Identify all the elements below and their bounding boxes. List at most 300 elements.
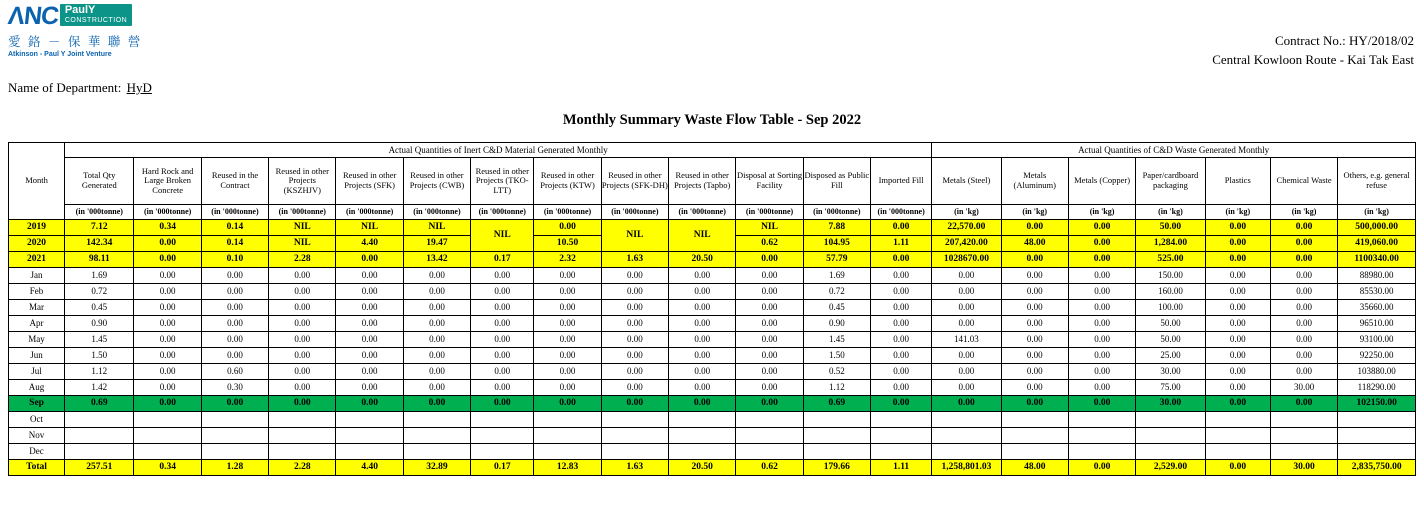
column-unit-12: (in '000tonne): [803, 205, 870, 220]
table-cell: 0.00: [534, 220, 601, 236]
table-cell: 0.45: [65, 300, 134, 316]
column-header-10: Reused in other Projects (Tapbo): [669, 158, 736, 205]
table-cell: 0.00: [403, 268, 470, 284]
table-cell: 0.00: [336, 396, 403, 412]
table-cell: [1270, 428, 1337, 444]
table-cell: 0.62: [736, 460, 803, 476]
pauly-logo-subtext: CONSTRUCTION: [64, 16, 128, 24]
row-label: Aug: [9, 380, 65, 396]
table-row: [9, 284, 1416, 300]
table-cell: 0.00: [669, 348, 736, 364]
table-cell: 20.50: [669, 252, 736, 268]
table-cell: 0.00: [871, 396, 932, 412]
table-cell: 0.00: [669, 300, 736, 316]
table-cell: [534, 428, 601, 444]
table-cell: 0.00: [1205, 300, 1270, 316]
table-cell: 0.00: [336, 268, 403, 284]
table-cell: 0.00: [932, 348, 1001, 364]
table-cell: 0.00: [134, 252, 201, 268]
table-cell: 0.00: [601, 348, 668, 364]
table-cell: 0.00: [1001, 332, 1068, 348]
table-cell: [1205, 428, 1270, 444]
column-unit-1: (in '000tonne): [65, 205, 134, 220]
table-cell: 0.00: [1001, 396, 1068, 412]
table-cell: 0.00: [1205, 220, 1270, 236]
table-cell: 1.45: [803, 332, 870, 348]
table-cell: 1.69: [803, 268, 870, 284]
column-header-5: Reused in other Projects (SFK): [336, 158, 403, 205]
table-cell: 0.00: [1068, 316, 1135, 332]
table-cell: 525.00: [1136, 252, 1205, 268]
table-cell: 0.00: [403, 316, 470, 332]
table-cell: 10.50: [534, 236, 601, 252]
table-cell: [1068, 428, 1135, 444]
table-cell: 35660.00: [1338, 300, 1416, 316]
table-cell: 0.00: [403, 284, 470, 300]
table-cell: 0.52: [803, 364, 870, 380]
column-header-13: Imported Fill: [871, 158, 932, 205]
table-cell: [1001, 444, 1068, 460]
table-cell: 0.00: [871, 284, 932, 300]
table-cell: 25.00: [1136, 348, 1205, 364]
table-cell: 1.11: [871, 236, 932, 252]
table-row: [9, 396, 1416, 412]
column-header-8: Reused in other Projects (KTW): [534, 158, 601, 205]
table-cell: 0.90: [803, 316, 870, 332]
column-unit-row: [9, 205, 1416, 220]
table-cell: 0.00: [1270, 332, 1337, 348]
table-cell: [134, 444, 201, 460]
table-cell: 30.00: [1270, 460, 1337, 476]
contract-number: Contract No.: HY/2018/02: [1274, 33, 1414, 48]
pauly-logo-text: PaulY: [64, 4, 96, 16]
row-label: May: [9, 332, 65, 348]
table-cell: 2.28: [269, 460, 336, 476]
table-cell: 0.30: [201, 380, 268, 396]
table-body: [9, 220, 1416, 476]
column-unit-9: (in '000tonne): [601, 205, 668, 220]
table-cell: 0.00: [932, 316, 1001, 332]
table-cell: 0.00: [669, 380, 736, 396]
table-cell: 4.40: [336, 236, 403, 252]
company-name-chinese: 愛 鉻 － 保 華 聯 營: [8, 35, 143, 49]
table-cell: NIL: [736, 220, 803, 236]
table-cell: 1.11: [871, 460, 932, 476]
table-cell: 1.45: [65, 332, 134, 348]
table-cell: 0.00: [871, 300, 932, 316]
table-cell: 30.00: [1270, 380, 1337, 396]
table-cell: 2.28: [269, 252, 336, 268]
table-cell: 0.00: [1001, 316, 1068, 332]
table-cell: 75.00: [1136, 380, 1205, 396]
table-cell: 0.00: [534, 348, 601, 364]
column-header-16: Metals (Copper): [1068, 158, 1135, 205]
table-cell: 0.00: [1001, 364, 1068, 380]
table-cell: [336, 428, 403, 444]
table-cell: 0.00: [403, 396, 470, 412]
table-cell: 4.40: [336, 460, 403, 476]
table-cell: 0.00: [1001, 220, 1068, 236]
table-cell: [736, 444, 803, 460]
table-cell: 0.00: [134, 300, 201, 316]
table-cell: [601, 444, 668, 460]
table-cell: 0.00: [534, 284, 601, 300]
table-cell: 0.00: [1068, 268, 1135, 284]
table-cell: 0.00: [471, 364, 534, 380]
table-cell: [534, 412, 601, 428]
column-unit-8: (in '000tonne): [534, 205, 601, 220]
table-cell: 0.00: [534, 316, 601, 332]
table-cell: [932, 444, 1001, 460]
table-cell: [871, 428, 932, 444]
waste-flow-table: [8, 142, 1416, 476]
table-cell: 0.00: [669, 364, 736, 380]
column-header-4: Reused in other Projects (KSZHJV): [269, 158, 336, 205]
table-cell: 1,258,801.03: [932, 460, 1001, 476]
table-row: [9, 412, 1416, 428]
table-cell: 0.00: [269, 284, 336, 300]
table-cell: 0.00: [601, 300, 668, 316]
column-unit-5: (in '000tonne): [336, 205, 403, 220]
table-cell: 160.00: [1136, 284, 1205, 300]
table-cell: 0.00: [336, 284, 403, 300]
table-cell: 0.14: [201, 236, 268, 252]
table-cell: 0.00: [601, 268, 668, 284]
table-cell: [134, 428, 201, 444]
table-cell: 500,000.00: [1338, 220, 1416, 236]
row-label: Jul: [9, 364, 65, 380]
column-header-17: Paper/cardboard packaging: [1136, 158, 1205, 205]
table-cell: 103880.00: [1338, 364, 1416, 380]
column-unit-2: (in '000tonne): [134, 205, 201, 220]
table-cell: NIL: [269, 236, 336, 252]
table-cell: 0.00: [134, 316, 201, 332]
table-cell: 0.00: [534, 268, 601, 284]
row-label: Dec: [9, 444, 65, 460]
table-cell: 0.00: [134, 236, 201, 252]
column-unit-14: (in 'kg): [932, 205, 1001, 220]
table-cell: 0.69: [803, 396, 870, 412]
table-row: [9, 316, 1416, 332]
table-cell: 0.72: [803, 284, 870, 300]
group-header-cdwaste: Actual Quantities of C&D Waste Generated Monthly: [932, 143, 1416, 158]
column-header-7: Reused in other Projects (TKO-LTT): [471, 158, 534, 205]
table-cell: 419,060.00: [1338, 236, 1416, 252]
table-cell: 0.00: [736, 316, 803, 332]
column-header-1: Total Qty Generated: [65, 158, 134, 205]
table-row: [9, 300, 1416, 316]
table-cell: 0.90: [65, 316, 134, 332]
table-cell: 0.00: [471, 300, 534, 316]
table-cell: 0.00: [736, 300, 803, 316]
table-cell: 7.88: [803, 220, 870, 236]
table-cell: 0.00: [736, 364, 803, 380]
table-cell: 0.00: [1068, 332, 1135, 348]
table-cell: 0.00: [932, 300, 1001, 316]
table-cell: [736, 428, 803, 444]
table-cell: 0.00: [669, 316, 736, 332]
column-header-12: Disposed as Public Fill: [803, 158, 870, 205]
table-cell: [1338, 412, 1416, 428]
table-cell: [269, 428, 336, 444]
table-cell: NIL: [471, 220, 534, 252]
aic-logo-mark: ΛΝС: [6, 2, 60, 30]
row-label: Sep: [9, 396, 65, 412]
table-cell: [803, 444, 870, 460]
table-cell: 0.00: [403, 380, 470, 396]
table-cell: 0.00: [1068, 348, 1135, 364]
table-cell: 7.12: [65, 220, 134, 236]
table-cell: 30.00: [1136, 396, 1205, 412]
table-row: [9, 460, 1416, 476]
table-row: [9, 268, 1416, 284]
table-cell: [803, 412, 870, 428]
table-cell: 0.34: [134, 220, 201, 236]
table-cell: 0.00: [1205, 284, 1270, 300]
table-cell: 0.00: [471, 268, 534, 284]
column-header-2: Hard Rock and Large Broken Concrete: [134, 158, 201, 205]
column-unit-6: (in '000tonne): [403, 205, 470, 220]
table-row: [9, 332, 1416, 348]
table-cell: [1338, 428, 1416, 444]
table-cell: 0.00: [871, 332, 932, 348]
table-cell: 1.63: [601, 460, 668, 476]
table-cell: 98.11: [65, 252, 134, 268]
table-cell: 0.00: [932, 396, 1001, 412]
table-cell: [201, 428, 268, 444]
table-cell: 2,835,750.00: [1338, 460, 1416, 476]
table-cell: [1270, 444, 1337, 460]
table-row: [9, 252, 1416, 268]
table-cell: 0.00: [871, 220, 932, 236]
table-cell: 0.00: [1270, 348, 1337, 364]
table-cell: 0.00: [736, 284, 803, 300]
table-cell: 0.00: [1270, 252, 1337, 268]
table-cell: 0.00: [1205, 268, 1270, 284]
table-cell: 0.00: [134, 396, 201, 412]
table-cell: 0.00: [269, 396, 336, 412]
table-cell: 50.00: [1136, 220, 1205, 236]
table-cell: 0.00: [736, 252, 803, 268]
row-label: Oct: [9, 412, 65, 428]
table-cell: 92250.00: [1338, 348, 1416, 364]
table-cell: [669, 412, 736, 428]
table-cell: 0.00: [201, 284, 268, 300]
table-cell: 1.42: [65, 380, 134, 396]
column-header-18: Plastics: [1205, 158, 1270, 205]
table-cell: [1338, 444, 1416, 460]
column-unit-17: (in 'kg): [1136, 205, 1205, 220]
table-cell: 118290.00: [1338, 380, 1416, 396]
table-cell: 0.00: [1001, 252, 1068, 268]
table-cell: 0.00: [669, 332, 736, 348]
table-cell: 0.00: [269, 300, 336, 316]
table-cell: 1.12: [803, 380, 870, 396]
column-unit-3: (in '000tonne): [201, 205, 268, 220]
row-label: 2020: [9, 236, 65, 252]
table-cell: 0.00: [269, 268, 336, 284]
table-cell: 0.17: [471, 460, 534, 476]
table-cell: 20.50: [669, 460, 736, 476]
table-cell: 0.00: [932, 284, 1001, 300]
row-label: Apr: [9, 316, 65, 332]
table-cell: 0.00: [1270, 268, 1337, 284]
table-cell: 57.79: [803, 252, 870, 268]
row-label: Jun: [9, 348, 65, 364]
table-cell: 0.00: [736, 348, 803, 364]
table-cell: [1136, 412, 1205, 428]
table-cell: 0.00: [534, 380, 601, 396]
table-cell: 0.00: [932, 380, 1001, 396]
table-cell: 257.51: [65, 460, 134, 476]
table-cell: 0.00: [134, 364, 201, 380]
table-cell: 100.00: [1136, 300, 1205, 316]
column-unit-13: (in '000tonne): [871, 205, 932, 220]
table-cell: [534, 444, 601, 460]
table-cell: 0.00: [1068, 364, 1135, 380]
table-cell: 0.00: [1001, 300, 1068, 316]
table-cell: 0.00: [336, 316, 403, 332]
table-cell: 0.00: [134, 348, 201, 364]
table-cell: [201, 412, 268, 428]
table-cell: 0.00: [201, 396, 268, 412]
row-label: Nov: [9, 428, 65, 444]
table-row: [9, 364, 1416, 380]
table-cell: 0.00: [932, 268, 1001, 284]
table-cell: 1028670.00: [932, 252, 1001, 268]
table-cell: 50.00: [1136, 332, 1205, 348]
table-cell: NIL: [403, 220, 470, 236]
table-head: [9, 143, 1416, 220]
table-cell: 0.00: [201, 348, 268, 364]
table-cell: 0.00: [1205, 380, 1270, 396]
column-header-month: Month: [9, 143, 65, 220]
column-unit-10: (in '000tonne): [669, 205, 736, 220]
table-cell: 0.00: [471, 396, 534, 412]
table-cell: 0.00: [1270, 236, 1337, 252]
column-unit-4: (in '000tonne): [269, 205, 336, 220]
table-cell: [1205, 444, 1270, 460]
table-cell: 0.34: [134, 460, 201, 476]
table-cell: 0.00: [1205, 252, 1270, 268]
table-cell: 0.00: [403, 348, 470, 364]
table-cell: 0.14: [201, 220, 268, 236]
table-cell: 104.95: [803, 236, 870, 252]
table-cell: 0.60: [201, 364, 268, 380]
table-cell: 1.28: [201, 460, 268, 476]
table-cell: [65, 444, 134, 460]
table-cell: [336, 412, 403, 428]
table-cell: 0.72: [65, 284, 134, 300]
table-cell: 13.42: [403, 252, 470, 268]
table-cell: 0.00: [1205, 396, 1270, 412]
row-label: 2019: [9, 220, 65, 236]
table-cell: 85530.00: [1338, 284, 1416, 300]
table-cell: 0.00: [134, 332, 201, 348]
table-cell: [736, 412, 803, 428]
table-cell: 1.50: [803, 348, 870, 364]
table-cell: 0.00: [534, 300, 601, 316]
table-cell: 0.00: [1068, 284, 1135, 300]
table-cell: 12.83: [534, 460, 601, 476]
row-label: Jan: [9, 268, 65, 284]
table-cell: 22,570.00: [932, 220, 1001, 236]
table-cell: 0.00: [134, 268, 201, 284]
table-cell: [669, 428, 736, 444]
table-cell: 0.00: [871, 316, 932, 332]
table-cell: 1.63: [601, 252, 668, 268]
table-cell: 0.62: [736, 236, 803, 252]
table-cell: 0.00: [269, 316, 336, 332]
table-cell: 0.00: [1205, 348, 1270, 364]
table-cell: 0.00: [269, 364, 336, 380]
department-value: HyD: [126, 80, 152, 95]
table-cell: [1205, 412, 1270, 428]
column-unit-7: (in '000tonne): [471, 205, 534, 220]
table-cell: 0.00: [1270, 396, 1337, 412]
column-header-14: Metals (Steel): [932, 158, 1001, 205]
table-cell: 0.00: [871, 348, 932, 364]
table-cell: [932, 428, 1001, 444]
table-cell: 0.00: [1068, 252, 1135, 268]
table-cell: [601, 428, 668, 444]
table-cell: [1001, 428, 1068, 444]
group-header-row: [9, 143, 1416, 158]
table-cell: 150.00: [1136, 268, 1205, 284]
table-cell: 0.00: [269, 348, 336, 364]
column-unit-15: (in 'kg): [1001, 205, 1068, 220]
table-cell: [669, 444, 736, 460]
table-cell: 0.00: [1001, 284, 1068, 300]
table-cell: 0.00: [269, 380, 336, 396]
table-cell: 0.00: [669, 284, 736, 300]
column-unit-19: (in 'kg): [1270, 205, 1337, 220]
table-cell: 0.00: [1205, 332, 1270, 348]
company-name-english: Atkinson - Paul Y Joint Venture: [8, 51, 112, 58]
table-cell: [1001, 412, 1068, 428]
table-cell: 2,529.00: [1136, 460, 1205, 476]
table-cell: 0.00: [1001, 348, 1068, 364]
table-cell: [403, 428, 470, 444]
table-cell: 0.00: [336, 332, 403, 348]
waste-flow-table-wrapper: [8, 142, 1416, 476]
table-cell: 0.00: [336, 252, 403, 268]
table-cell: 0.00: [534, 332, 601, 348]
table-cell: [471, 412, 534, 428]
table-cell: 48.00: [1001, 460, 1068, 476]
table-cell: [1068, 444, 1135, 460]
column-header-20: Others, e.g. general refuse: [1338, 158, 1416, 205]
table-cell: 96510.00: [1338, 316, 1416, 332]
table-cell: 0.00: [1001, 380, 1068, 396]
table-cell: 0.00: [269, 332, 336, 348]
table-cell: [65, 412, 134, 428]
table-cell: 1,284.00: [1136, 236, 1205, 252]
table-cell: [336, 444, 403, 460]
table-cell: 141.03: [932, 332, 1001, 348]
table-row: [9, 444, 1416, 460]
table-row: [9, 428, 1416, 444]
row-label: 2021: [9, 252, 65, 268]
table-cell: [134, 412, 201, 428]
column-header-15: Metals (Aluminum): [1001, 158, 1068, 205]
table-cell: 0.00: [471, 332, 534, 348]
table-cell: 0.00: [669, 396, 736, 412]
project-name: Central Kowloon Route - Kai Tak East: [1212, 51, 1414, 67]
table-cell: 2.32: [534, 252, 601, 268]
table-cell: [471, 428, 534, 444]
table-cell: [871, 444, 932, 460]
